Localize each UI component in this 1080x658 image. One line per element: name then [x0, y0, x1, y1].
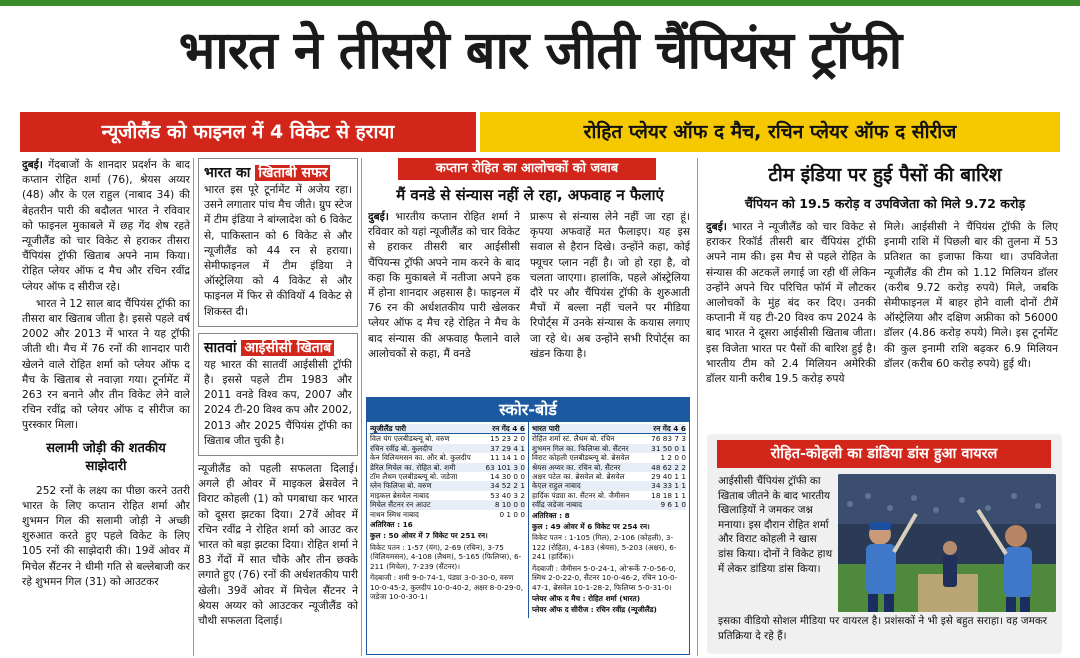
- title-journey-heading: भारत का खिताबी सफर: [204, 163, 352, 183]
- scoreboard-batter-row: रचिन रवींद्र बो. कुलदीप 37 29 4 1: [370, 443, 525, 453]
- dateline: दुबई।: [22, 159, 43, 171]
- scoreboard-batter-row: विल यंग एलबीडब्ल्यू बो. वरुण 15 23 2 0: [370, 434, 525, 444]
- scoreboard-bowling: गेंदबाजी : जैमीसन 5-0-24-1, ओ'रूर्के 7-0-56-0, स्मिथ 2-0-22-0, सैंटनर 10-0-46-2, रचिन 10-0-47-1, ब्रेसवेल 10-1-28-2, फिलिप्स 5-0-31-0।: [532, 563, 678, 592]
- scoreboard-player-of-series: प्लेयर ऑफ द सीरीज : रचिन रवींद्र (न्यूजीलैंड): [532, 605, 657, 615]
- rohit-story-headline: मैं वनडे से संन्यास नहीं ले रहा, अफवाह न फैलाएं: [396, 186, 664, 204]
- scoreboard-batter-row: रवींद्र जडेजा नाबाद 9 6 1 0: [532, 500, 686, 510]
- scoreboard-title: स्कोर-बोर्ड: [367, 398, 689, 422]
- subheadline-red-band: न्यूजीलैंड को फाइनल में 4 विकेट से हराया: [20, 112, 476, 152]
- main-headline: भारत ने तीसरी बार जीती चैंपियंस ट्रॉफी: [178, 21, 902, 81]
- scoreboard-fall-of-wickets: विकेट पतन : 1-105 (गिल), 2-106 (कोहली), 3-122 (रोहित), 4-183 (श्रेयस), 5-203 (अक्षर), 6-241 (हार्दिक)।: [532, 533, 677, 562]
- scoreboard-nz-innings: [367, 422, 528, 618]
- scoreboard-bowling: गेंदबाजी : शमी 9-0-74-1, पंड्या 3-0-30-0, वरुण 10-0-45-2, कुलदीप 10-0-40-2, अक्षर 8-0-29-0, जडेजा 10-0-30-1।: [370, 573, 524, 601]
- scoreboard-batter-row: डेरिल मिचेल का. रोहित बो. शमी 63 101 3 0: [370, 462, 525, 472]
- scoreboard-extras: अतिरिक्त : 16: [370, 520, 413, 530]
- viral-dance-heading: रोहित-कोहली का डांडिया डांस हुआ वायरल: [717, 440, 1051, 468]
- scoreboard-batter-row: श्रेयस अय्यर का. रचिन बो. सैंटनर 48 62 2 2: [532, 462, 686, 472]
- prize-money-col-a: दुबई। भारत ने न्यूजीलैंड को चार विकेट से हराकर रिकॉर्ड तीसरी बार चैंपियंस ट्रॉफी अपने नाम की। इस मैच से पहले रोहित के संन्यास की अटकलें लगाई जा रही थीं लेकिन उन्होंने अपने चिर परिचित फॉर्म में लौटकर आलोचकों के मुंह बंद कर दिए। उनकी कप्तानी में यह टी-20 विश्व कप 2024 के बाद भारत ने दूसरा आईसीसी खिताब जीता। इस विजेता भारत पर पैसों की बारिश हुई है। भारतीय टीम को 2.4 मिलियन अमेरिकी डॉलर यानी करीब 19.5 करोड़ रुपये: [706, 221, 876, 386]
- scoreboard-total: कुल : 50 ओवर में 7 विकेट पर 251 रन।: [370, 531, 488, 541]
- scoreboard: [366, 397, 690, 655]
- prize-money-subhead: चैंपियन को 19.5 करोड़ व उपविजेता को मिले 9.72 करोड़: [744, 196, 1026, 211]
- seventh-icc-title-text: यह भारत की सातवीं आईसीसी ट्रॉफी है। इससे पहले टीम 1983 और 2011 वनडे विश्व कप, 2007 और 2024 टी-20 विश्व कप और 2002, 2013 और 2025 चैंपियंस ट्रॉफी का खिताब जीत चुकी है।: [204, 358, 352, 447]
- scoreboard-batter-row: मिचेल सैंटनर रन आउट 8 10 0 0: [370, 500, 525, 510]
- main-story-para2: भारत ने 12 साल बाद चैंपियंस ट्रॉफी का तीसरा बार खिताब जीता है। इससे पहले वर्ष 2002 और 2013 में भारत ने यह ट्रॉफी जीती थी। मैच में 76 रनों की शानदार पारी खेलने वाले रोहित शर्मा को प्लेयर ऑफ द मैच के खिताब से नवाज़ा गया। टूर्नामेंट में 263 रन बनाने और तीन विकेट लेने वाले रचिन रवींद्र को प्लेयर ऑफ द सीरीज का पुरस्कार मिला।: [22, 297, 190, 432]
- rohit-story-kicker: कप्तान रोहित का आलोचकों को जवाब: [398, 158, 656, 180]
- scoreboard-batter-row: शुभमन गिल का. फिलिप्स बो. सैंटनर 31 50 0 1: [532, 443, 686, 453]
- scoreboard-batter-row: रोहित शर्मा स्टं. लैथम बो. रचिन 76 83 7 3: [532, 434, 686, 444]
- scoreboard-batter-row: अक्षर पटेल का. ब्रेसवेल बो. ब्रेसवेल 29 40 1 1: [532, 472, 686, 482]
- scoreboard-batter-row: हार्दिक पंड्या का. सैंटनर बो. जैमीसन 18 18 1 1: [532, 490, 686, 500]
- prize-money-headline: टीम इंडिया पर हुई पैसों की बारिश: [768, 164, 1002, 186]
- top-color-strip: [0, 0, 1080, 6]
- column-divider: [193, 158, 194, 656]
- scoreboard-batter-row: ग्लेन फिलिप्स बो. वरुण 34 52 2 1: [370, 481, 525, 491]
- seventh-icc-title-heading: सातवां आईसीसी खिताब: [204, 338, 352, 358]
- scoreboard-batter-row: नाथन स्मिथ नाबाद 0 1 0 0: [370, 509, 525, 519]
- viral-dance-bottom-text: इसका वीडियो सोशल मीडिया पर वायरल है। प्रशंसकों ने भी इसे बहुत सराहा। वह जमकर प्रतिक्रिया दे रहे हैं।: [718, 615, 1048, 642]
- main-story-para3: 252 रनों के लक्ष्य का पीछा करने उतरी भारत के लिए कप्तान रोहित शर्मा और शुभमन गिल की सलामी जोड़ी ने अच्छी शुरुआत करते हुए पहले विकेट के लिए 105 रनों की साझेदारी की। 19वें ओवर में मिचेल सैंटनर ने धीमी गति से बल्लेबाजी कर रहे शुभमन गिल (31) को आउटकर: [22, 484, 190, 588]
- scoreboard-total: कुल : 49 ओवर में 6 विकेट पर 254 रन।: [532, 522, 650, 532]
- scoreboard-batter-row: टॉम लैथम एलबीडब्ल्यू बो. जडेजा 14 30 0 0: [370, 472, 525, 482]
- seventh-icc-title-box: [198, 333, 358, 456]
- prize-money-col-b: मिले। आईसीसी ने चैंपियंस ट्रॉफी के लिए इनामी राशि में पिछली बार की तुलना में 53 प्रतिशत का इजाफा किया था। उपविजेता न्यूजीलैंड की टीम को 1.12 मिलियन डॉलर (करीब 9.72 करोड़ रुपये) मिले, जबकि सेमीफाइनल में बाहर होने वाली दोनों टीमें ऑस्ट्रेलिया और दक्षिण अफ्रीका को 56000 डॉलर (4.86 करोड़ रुपये) मिले। इस टूर्नामेंट की कुल इनामी राशि बढ़कर 6.9 मिलियन डॉलर (करीब 60 करोड़ रुपये) हुई थी।: [884, 221, 1058, 370]
- column-divider: [361, 158, 362, 656]
- main-story-subhead: सलामी जोड़ी की शतकीय साझेदारी: [46, 440, 166, 474]
- scoreboard-player-of-match: प्लेयर ऑफ द मैच : रोहित शर्मा (भारत): [532, 593, 641, 603]
- second-column: [198, 158, 358, 658]
- viral-dance-side-text: आईसीसी चैंपियंस ट्रॉफी का खिताब जीतने के बाद भारतीय खिलाड़ियों ने जमकर जश्न मनाया। इस दौरान रोहित शर्मा और विराट कोहली ने खास डांस किया। दोनों ने विकेट हाथ में लेकर डांडिया डांस किया।: [718, 475, 833, 575]
- scoreboard-batter-row: विराट कोहली एलबीडब्ल्यू बो. ब्रेसवेल 1 2 0 0: [532, 453, 686, 463]
- column-divider: [697, 158, 698, 656]
- scoreboard-batter-row: माइकल ब्रेसवेल नाबाद 53 40 3 2: [370, 490, 525, 500]
- rohit-story-col-b: प्रारूप से संन्यास लेने नहीं जा रहा हूं। कृपया अफवाहें मत फैलाइए। यह इस सवाल से हैरान दिखे। उन्होंने कहा, कोई फ्यूचर प्लान नहीं है। जो हो रहा है, वो चलता जाएगा। हालांकि, पहले ऑस्ट्रेलिया दौरे पर और चैंपियंस ट्रॉफी के शुरुआती मैचों में बल्ला नहीं चलने पर मीडिया रिपोर्ट्स में उनके संन्यास के कयास लगाए जा रहे थे। अब उन्होंने सभी रिपोर्ट्स का खंडन किया है।: [530, 211, 690, 360]
- scoreboard-extras: अतिरिक्त : 8: [532, 510, 570, 520]
- scoreboard-batter-row: केन विलियमसन का. और बो. कुलदीप 11 14 1 0: [370, 453, 525, 463]
- subheadline-yellow-band: रोहित प्लेयर ऑफ द मैच, रचिन प्लेयर ऑफ द सीरीज: [480, 112, 1060, 152]
- scoreboard-india-innings: [528, 422, 689, 618]
- scoreboard-fall-of-wickets: विकेट पतन : 1-57 (यंग), 2-69 (रचिन), 3-75 (विलियमसन), 4-108 (लैथम), 5-165 (फिलिप्स), 6-211 (मिचेल), 7-239 (सैंटनर)।: [370, 542, 522, 571]
- title-journey-text: भारत इस पूरे टूर्नामेंट में अजेय रहा। उसने लगातार पांच मैच जीते। ग्रुप स्टेज में टीम इंडिया ने बांग्लादेश को 6 विकेट से, पाकिस्तान को 6 विकेट से और न्यूजीलैंड को 44 रन से हराया। सेमीफाइनल में टीम इंडिया ने ऑस्ट्रेलिया को 4 विकेट से और फाइनल में फिर से कीवियों 4 विकेट से शिकस्त दी।: [204, 184, 352, 318]
- title-journey-box: [198, 158, 358, 327]
- main-story-para1: दुबई। गेंदबाजों के शानदार प्रदर्शन के बाद कप्तान रोहित शर्मा (76), श्रेयस अय्यर (48) और के एल राहुल (नाबाद 34) की बेहतरीन पारी की बदौलत भारत ने रविवार को फाइनल मुकाबले में छह गेंद शेष रहते न्यूजीलैंड को चार विकेट से हराकर तीसरा चैंपियंस ट्रॉफी खिताब अपने नाम किया। रोहित प्लेयर ऑफ द मैच और रचिन रवींद्र प्लेयर ऑफ द सीरीज रहे।: [22, 159, 190, 293]
- second-column-continuation: न्यूजीलैंड को पहली सफलता दिलाई। अगले ही ओवर में माइकल ब्रेसवेल ने विराट कोहली (1) को पगबाधा कर भारत को दूसरा झटका दिया। 27वें ओवर में रचिन रवींद्र ने रोहित शर्मा को आउट कर भारत को बड़ा झटका दिया। रोहित शर्मा ने 83 गेंदों में सात चौके और तीन छक्के लगाते हुए (76) रनों की अर्धशतकीय पारी खेली। 39वें ओवर में मिचेल सैंटनर ने श्रेयस अय्यर को आउटकर न्यूजीलैंड को चौथी सफलता दिलाई।: [198, 463, 358, 628]
- scoreboard-header-row: न्यूजीलैंड पारी रन गेंद 4 6: [370, 424, 525, 433]
- rohit-story-col-a: दुबई। भारतीय कप्तान रोहित शर्मा ने रविवार को यहां न्यूजीलैंड को चार विकेट से हराकर तीसरी बार आईसीसी चैंपियन्स ट्रॉफी अपने नाम करने के बाद कहा कि मुकाबले में नतीजा अपने हक में होना शानदार अहसास है। फाइनल में 76 रन की अर्धशतकीय पारी खेलकर प्लेयर ऑफ द मैच रहे रोहित ने मैच के बाद संन्यास की अफवाह फैलाने वाले आलोचकों से कहा, मैं वनडे: [368, 211, 520, 360]
- scoreboard-header-row: भारत पारी रन गेंद 4 6: [532, 424, 686, 433]
- main-story-column: [22, 158, 190, 658]
- scoreboard-batter-row: केएल राहुल नाबाद 34 33 1 1: [532, 481, 686, 491]
- rohit-kohli-dance-photo: [838, 474, 1056, 612]
